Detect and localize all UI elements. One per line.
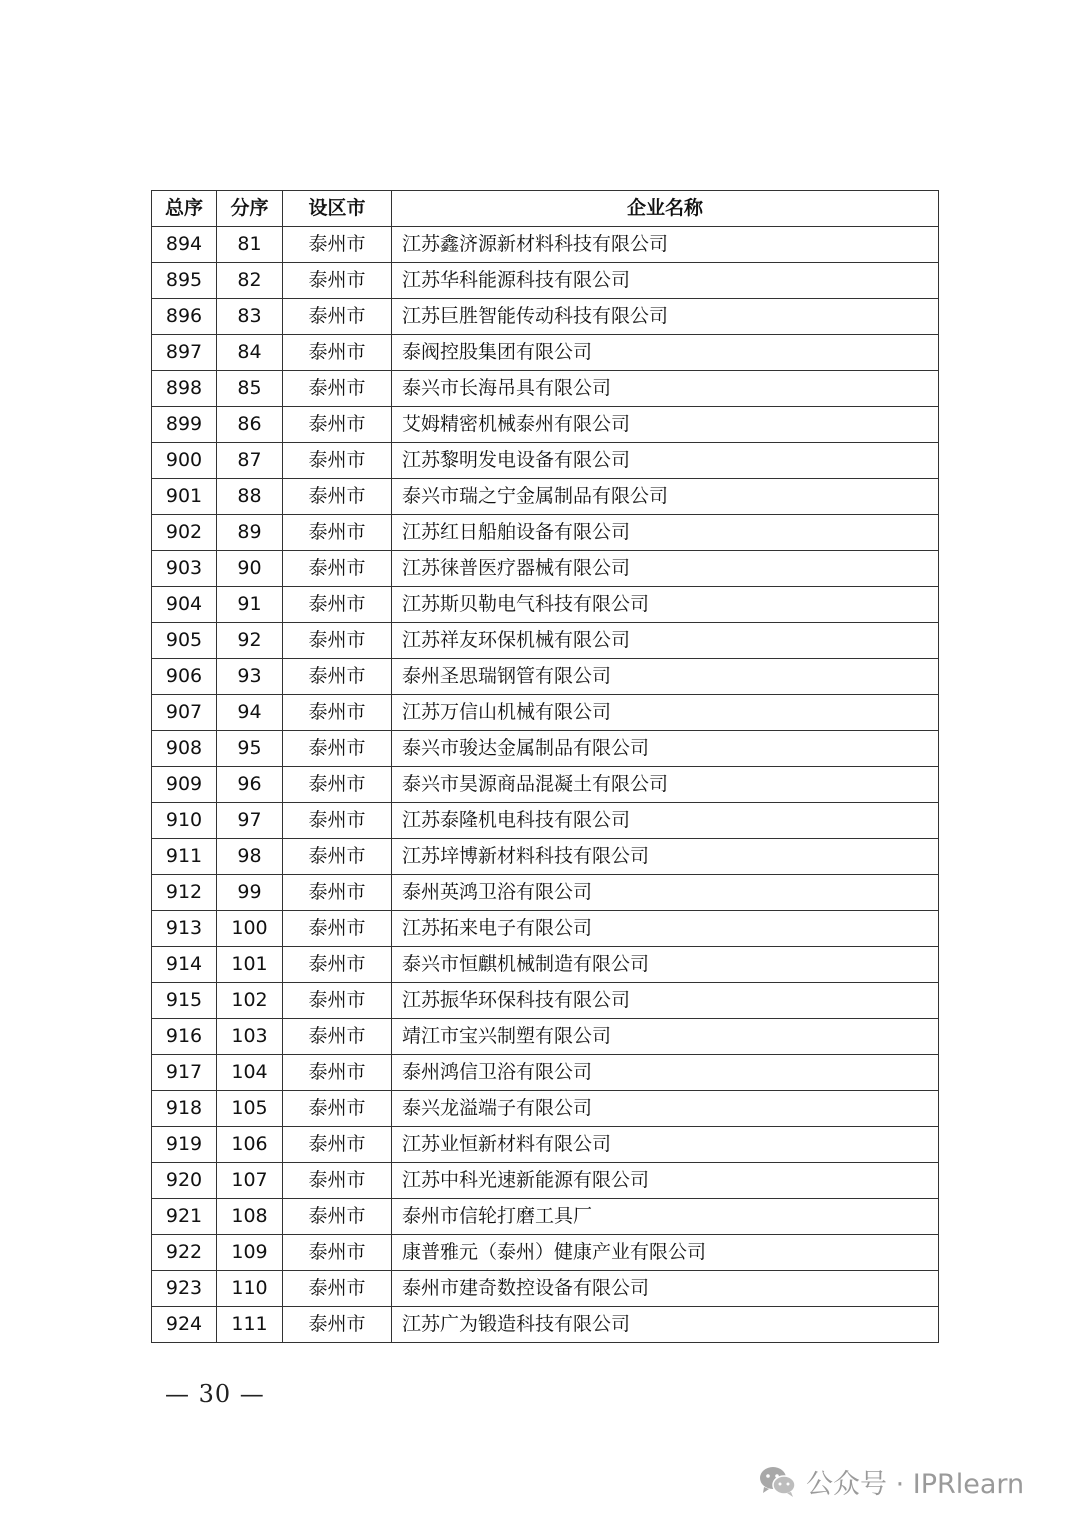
table-row: [152, 623, 939, 659]
cell-sub-index: 95: [217, 731, 283, 767]
cell-company-name: 江苏泰隆机电科技有限公司: [392, 803, 939, 839]
table-row: [152, 407, 939, 443]
cell-city: 泰州市: [283, 875, 392, 911]
cell-company-name: 泰兴市骏达金属制品有限公司: [392, 731, 939, 767]
table-row: [152, 479, 939, 515]
cell-total-index: 909: [152, 767, 217, 803]
table-row: [152, 1199, 939, 1235]
cell-total-index: 906: [152, 659, 217, 695]
cell-city: 泰州市: [283, 983, 392, 1019]
table-header: [152, 191, 939, 227]
table-row: [152, 227, 939, 263]
cell-sub-index: 93: [217, 659, 283, 695]
table-row: [152, 1307, 939, 1343]
cell-city: 泰州市: [283, 443, 392, 479]
cell-city: 泰州市: [283, 479, 392, 515]
cell-total-index: 920: [152, 1163, 217, 1199]
cell-company-name: 泰兴市长海吊具有限公司: [392, 371, 939, 407]
cell-sub-index: 103: [217, 1019, 283, 1055]
table-row: [152, 335, 939, 371]
cell-total-index: 900: [152, 443, 217, 479]
cell-sub-index: 90: [217, 551, 283, 587]
cell-company-name: 江苏中科光速新能源有限公司: [392, 1163, 939, 1199]
table-row: [152, 1127, 939, 1163]
cell-sub-index: 91: [217, 587, 283, 623]
cell-city: 泰州市: [283, 515, 392, 551]
cell-city: 泰州市: [283, 1271, 392, 1307]
cell-city: 泰州市: [283, 1199, 392, 1235]
cell-sub-index: 92: [217, 623, 283, 659]
cell-company-name: 江苏祥友环保机械有限公司: [392, 623, 939, 659]
cell-total-index: 897: [152, 335, 217, 371]
cell-city: 泰州市: [283, 911, 392, 947]
cell-company-name: 江苏黎明发电设备有限公司: [392, 443, 939, 479]
cell-city: 泰州市: [283, 695, 392, 731]
table-row: [152, 1055, 939, 1091]
cell-city: 泰州市: [283, 1235, 392, 1271]
cell-total-index: 896: [152, 299, 217, 335]
table-row: [152, 515, 939, 551]
table-row: [152, 695, 939, 731]
cell-company-name: 泰州英鸿卫浴有限公司: [392, 875, 939, 911]
page-number: — 30 —: [165, 1380, 265, 1408]
cell-city: 泰州市: [283, 1019, 392, 1055]
cell-sub-index: 99: [217, 875, 283, 911]
cell-total-index: 918: [152, 1091, 217, 1127]
cell-city: 泰州市: [283, 623, 392, 659]
cell-company-name: 江苏垶博新材料科技有限公司: [392, 839, 939, 875]
cell-sub-index: 84: [217, 335, 283, 371]
cell-company-name: 泰兴市昊源商品混凝土有限公司: [392, 767, 939, 803]
table-row: [152, 731, 939, 767]
cell-city: 泰州市: [283, 1091, 392, 1127]
cell-city: 泰州市: [283, 587, 392, 623]
cell-sub-index: 110: [217, 1271, 283, 1307]
cell-total-index: 910: [152, 803, 217, 839]
table-row: [152, 839, 939, 875]
table-row: [152, 551, 939, 587]
cell-total-index: 916: [152, 1019, 217, 1055]
cell-total-index: 919: [152, 1127, 217, 1163]
cell-company-name: 江苏斯贝勒电气科技有限公司: [392, 587, 939, 623]
watermark: [758, 1462, 1024, 1501]
cell-total-index: 903: [152, 551, 217, 587]
cell-city: 泰州市: [283, 947, 392, 983]
cell-city: 泰州市: [283, 803, 392, 839]
cell-sub-index: 86: [217, 407, 283, 443]
cell-company-name: 泰兴龙溢端子有限公司: [392, 1091, 939, 1127]
header-total-index: 总序: [152, 191, 217, 227]
cell-total-index: 904: [152, 587, 217, 623]
cell-total-index: 894: [152, 227, 217, 263]
cell-total-index: 921: [152, 1199, 217, 1235]
cell-company-name: 泰州市信轮打磨工具厂: [392, 1199, 939, 1235]
cell-total-index: 911: [152, 839, 217, 875]
cell-sub-index: 82: [217, 263, 283, 299]
cell-company-name: 江苏业恒新材料有限公司: [392, 1127, 939, 1163]
cell-company-name: 泰阀控股集团有限公司: [392, 335, 939, 371]
cell-sub-index: 105: [217, 1091, 283, 1127]
cell-sub-index: 109: [217, 1235, 283, 1271]
table-row: [152, 263, 939, 299]
cell-sub-index: 88: [217, 479, 283, 515]
table-row: [152, 983, 939, 1019]
cell-total-index: 902: [152, 515, 217, 551]
cell-total-index: 899: [152, 407, 217, 443]
cell-total-index: 905: [152, 623, 217, 659]
cell-sub-index: 89: [217, 515, 283, 551]
cell-sub-index: 94: [217, 695, 283, 731]
cell-city: 泰州市: [283, 731, 392, 767]
table-row: [152, 1271, 939, 1307]
table-row: [152, 947, 939, 983]
table-row: [152, 443, 939, 479]
cell-company-name: 江苏红日船舶设备有限公司: [392, 515, 939, 551]
cell-total-index: 917: [152, 1055, 217, 1091]
cell-company-name: 泰兴市恒麒机械制造有限公司: [392, 947, 939, 983]
cell-total-index: 895: [152, 263, 217, 299]
cell-company-name: 江苏华科能源科技有限公司: [392, 263, 939, 299]
header-city: 设区市: [283, 191, 392, 227]
cell-city: 泰州市: [283, 335, 392, 371]
cell-total-index: 913: [152, 911, 217, 947]
cell-company-name: 泰兴市瑞之宁金属制品有限公司: [392, 479, 939, 515]
cell-sub-index: 104: [217, 1055, 283, 1091]
table-body: [152, 227, 939, 1343]
watermark-text: 公众号 · IPRlearn: [806, 1469, 1025, 1500]
cell-city: 泰州市: [283, 407, 392, 443]
cell-sub-index: 107: [217, 1163, 283, 1199]
table-row: [152, 1235, 939, 1271]
table-row: [152, 299, 939, 335]
table-row: [152, 587, 939, 623]
cell-company-name: 泰州圣思瑞钢管有限公司: [392, 659, 939, 695]
cell-sub-index: 96: [217, 767, 283, 803]
cell-city: 泰州市: [283, 263, 392, 299]
cell-company-name: 泰州市建奇数控设备有限公司: [392, 1271, 939, 1307]
cell-company-name: 江苏振华环保科技有限公司: [392, 983, 939, 1019]
cell-city: 泰州市: [283, 1055, 392, 1091]
header-company: 企业名称: [392, 191, 939, 227]
cell-company-name: 江苏徕普医疗器械有限公司: [392, 551, 939, 587]
cell-city: 泰州市: [283, 767, 392, 803]
table-row: [152, 371, 939, 407]
cell-city: 泰州市: [283, 371, 392, 407]
cell-city: 泰州市: [283, 551, 392, 587]
enterprise-table: [151, 190, 939, 1343]
cell-total-index: 923: [152, 1271, 217, 1307]
cell-city: 泰州市: [283, 299, 392, 335]
cell-total-index: 898: [152, 371, 217, 407]
cell-company-name: 靖江市宝兴制塑有限公司: [392, 1019, 939, 1055]
table-row: [152, 659, 939, 695]
cell-company-name: 江苏拓来电子有限公司: [392, 911, 939, 947]
cell-city: 泰州市: [283, 1307, 392, 1343]
table-row: [152, 1019, 939, 1055]
cell-total-index: 915: [152, 983, 217, 1019]
cell-total-index: 914: [152, 947, 217, 983]
cell-city: 泰州市: [283, 1127, 392, 1163]
cell-city: 泰州市: [283, 227, 392, 263]
cell-company-name: 江苏巨胜智能传动科技有限公司: [392, 299, 939, 335]
cell-sub-index: 83: [217, 299, 283, 335]
table-row: [152, 803, 939, 839]
cell-sub-index: 85: [217, 371, 283, 407]
wechat-icon: [758, 1465, 798, 1499]
cell-company-name: 江苏广为锻造科技有限公司: [392, 1307, 939, 1343]
table-row: [152, 1163, 939, 1199]
cell-total-index: 907: [152, 695, 217, 731]
cell-total-index: 922: [152, 1235, 217, 1271]
cell-total-index: 908: [152, 731, 217, 767]
cell-total-index: 901: [152, 479, 217, 515]
table-row: [152, 1091, 939, 1127]
cell-company-name: 江苏鑫济源新材料科技有限公司: [392, 227, 939, 263]
cell-sub-index: 106: [217, 1127, 283, 1163]
cell-sub-index: 97: [217, 803, 283, 839]
cell-sub-index: 87: [217, 443, 283, 479]
table-row: [152, 875, 939, 911]
cell-city: 泰州市: [283, 1163, 392, 1199]
cell-company-name: 康普雅元（泰州）健康产业有限公司: [392, 1235, 939, 1271]
cell-total-index: 924: [152, 1307, 217, 1343]
cell-sub-index: 111: [217, 1307, 283, 1343]
cell-company-name: 艾姆精密机械泰州有限公司: [392, 407, 939, 443]
cell-sub-index: 102: [217, 983, 283, 1019]
table-row: [152, 767, 939, 803]
table-row: [152, 911, 939, 947]
cell-company-name: 江苏万信山机械有限公司: [392, 695, 939, 731]
cell-sub-index: 81: [217, 227, 283, 263]
cell-sub-index: 101: [217, 947, 283, 983]
cell-sub-index: 100: [217, 911, 283, 947]
cell-company-name: 泰州鸿信卫浴有限公司: [392, 1055, 939, 1091]
cell-total-index: 912: [152, 875, 217, 911]
cell-sub-index: 108: [217, 1199, 283, 1235]
header-row: [152, 191, 939, 227]
cell-sub-index: 98: [217, 839, 283, 875]
cell-city: 泰州市: [283, 839, 392, 875]
cell-city: 泰州市: [283, 659, 392, 695]
header-sub-index: 分序: [217, 191, 283, 227]
